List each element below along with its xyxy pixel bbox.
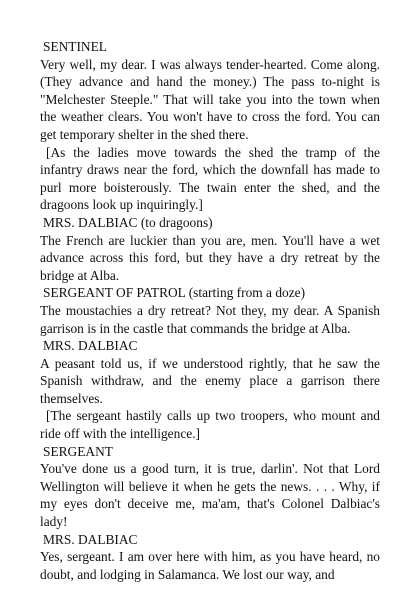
speaker-sergeant-of-patrol: SERGEANT OF PATROL (starting from a doze)	[43, 285, 306, 301]
speaker-sergeant: SERGEANT	[43, 443, 113, 459]
stage-direction-troopers: [The sergeant hastily calls up two troopers, who mount and ride off with the intelligence.]	[40, 408, 380, 442]
speech-mrs-dalbiac-3: Yes, sergeant. I am over here with him, as you have heard, no doubt, and lodging in Salamanca. We lost our way, and	[40, 549, 380, 582]
speech-mrs-dalbiac-1: The French are luckier than you are, men. You'll have a wet advance across this ford, but they have a dry retreat by the bridge at Alba.	[40, 232, 380, 283]
speech-sentinel: Very well, my dear. I was always tender-hearted. Come along. (They advance and hand the money.) The pass to-night is "Melchester Steeple." That will take you into the town when the weather clears. You won't have to cross the ford. You can get temporary shelter in the shed there.	[40, 56, 380, 142]
document-page	[40, 38, 380, 583]
speech-mrs-dalbiac-2: A peasant told us, if we understood rightly, that he saw the Spanish withdraw, and the enemy place a garrison there themselves.	[40, 355, 380, 406]
speech-sergeant-of-patrol: The moustachies a dry retreat? Not they, my dear. A Spanish garrison is in the castle that commands the bridge at Alba.	[40, 302, 380, 336]
speech-sergeant: You've done us a good turn, it is true, darlin'. Not that Lord Wellington will believe it when he gets the news. . . . Why, if my eyes don't deceive me, ma'am, that's Colonel Dalbiac's lady!	[40, 461, 380, 530]
speaker-mrs-dalbiac-2: MRS. DALBIAC	[43, 338, 138, 354]
speaker-mrs-dalbiac-3: MRS. DALBIAC	[43, 531, 138, 547]
speaker-sentinel: SENTINEL	[43, 39, 107, 54]
speaker-mrs-dalbiac-dragoons: MRS. DALBIAC (to dragoons)	[43, 214, 213, 230]
stage-direction-ladies-shed: [As the ladies move towards the shed the tramp of the infantry draws near the ford, which the downfall has made to purl more boisterously. The twain enter the shed, and the dragoons look up inquiringly.]	[40, 144, 380, 213]
